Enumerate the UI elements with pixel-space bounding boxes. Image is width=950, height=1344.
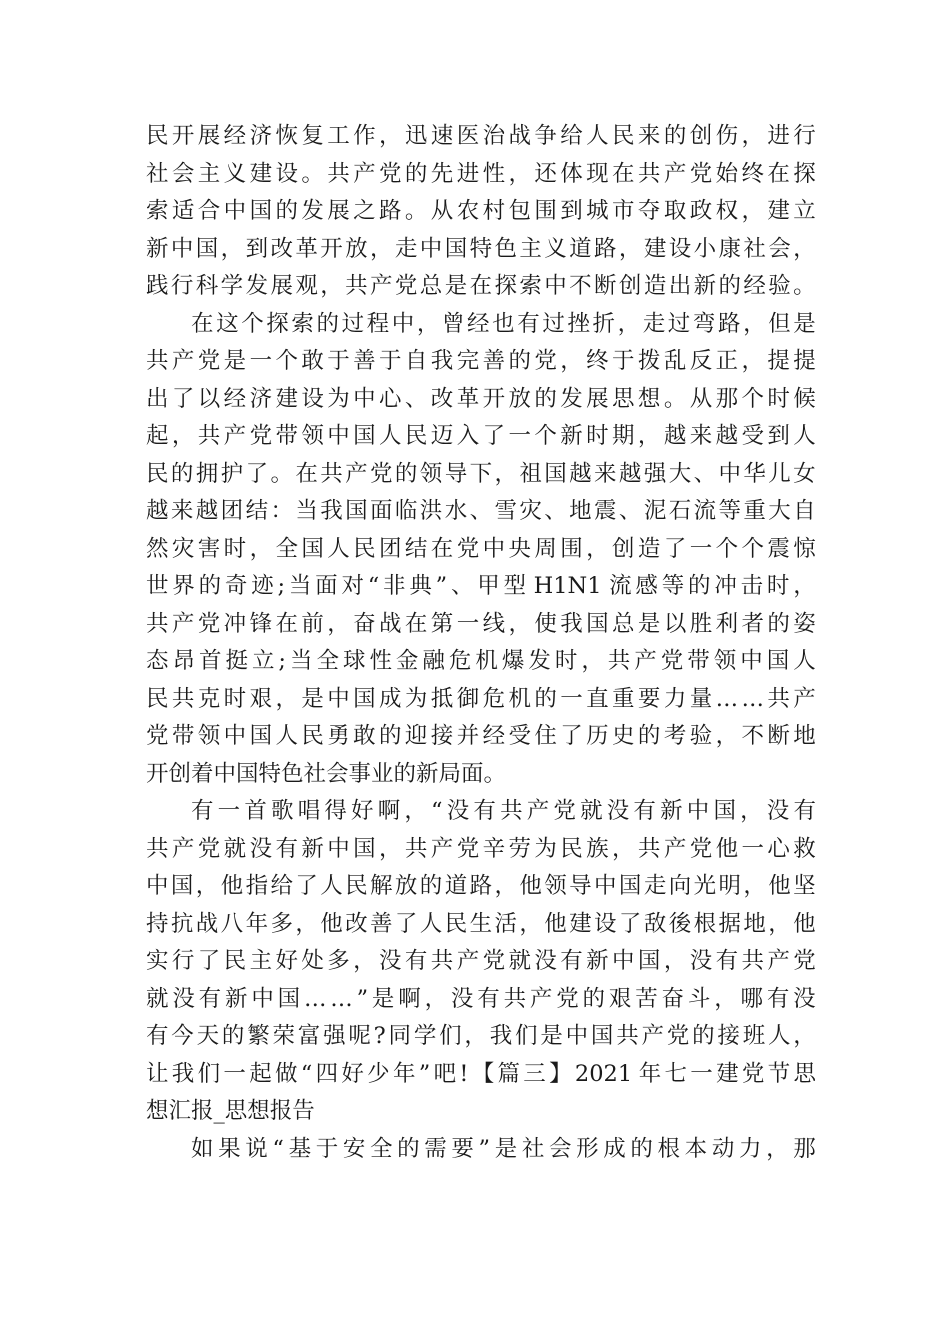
- text-line: 世 界 的 奇 迹 ; 当 面 对 “ 非 典 ” 、 甲 型 H1N1 流 感 等 的 冲 击 时 ，: [146, 573, 816, 599]
- text-line: 共 产 党 冲 锋 在 前 ， 奋 战 在 第 一 线 ， 使 我 国 总 是 以 胜 利 者 的 姿: [146, 610, 816, 637]
- paragraph-last-line: 想汇报_思想报告: [146, 1098, 315, 1124]
- text-line: 索 适 合 中 国 的 发 展 之 路 。 从 农 村 包 围 到 城 市 夺 取 政 权 ， 建 立: [146, 198, 816, 224]
- text-line: 态 昂 首 挺 立 ; 当 全 球 性 金 融 危 机 爆 发 时 ， 共 产 党 带 领 中 国 人: [146, 648, 816, 674]
- text-line: 就 没 有 新 中 国 … … ” 是 啊 ， 没 有 共 产 党 的 艰 苦 奋 斗 ， 哪 有 没: [146, 985, 816, 1012]
- paragraph-first-line: 如 果 说 “ 基 于 安 全 的 需 要 ” 是 社 会 形 成 的 根 本 动 力 ， 那: [191, 1135, 816, 1162]
- text-line: 民 的 拥 护 了 。 在 共 产 党 的 领 导 下 ， 祖 国 越 来 越 强 大 、 中 华 儿 女: [146, 460, 816, 487]
- text-line: 共 产 党 是 一 个 敢 于 善 于 自 我 完 善 的 党 ， 终 于 拨 乱 反 正 ， 提 提: [146, 348, 816, 374]
- document-page: [146, 118, 816, 1168]
- text-line: 出 了 以 经 济 建 设 为 中 心 、 改 革 开 放 的 发 展 思 想 。 从 那 个 时 候: [146, 385, 816, 412]
- text-line: 中 国 ， 他 指 给 了 人 民 解 放 的 道 路 ， 他 领 导 中 国 走 向 光 明 ， 他 坚: [146, 873, 816, 899]
- paragraph-first-line: 在 这 个 探 索 的 过 程 中 ， 曾 经 也 有 过 挫 折 ， 走 过 弯 路 ， 但 是: [191, 310, 816, 337]
- text-line: 民 开 展 经 济 恢 复 工 作 ， 迅 速 医 治 战 争 给 人 民 来 的 创 伤 ， 进 行: [146, 123, 816, 149]
- text-line: 然 灾 害 时 ， 全 国 人 民 团 结 在 党 中 央 周 围 ， 创 造 了 一 个 个 震 惊: [146, 535, 816, 562]
- text-line: 让 我 们 一 起 做 “ 四 好 少 年 ” 吧 ! 【 篇 三 】 2021 年 七 一 建 党 节 思: [146, 1060, 816, 1087]
- text-line: 践 行 科 学 发 展 观 ， 共 产 党 总 是 在 探 索 中 不 断 创 造 出 新 的 经 验 。: [146, 273, 816, 299]
- paragraph-first-line: 有 一 首 歌 唱 得 好 啊 ， “ 没 有 共 产 党 就 没 有 新 中 国 ， 没 有: [191, 798, 816, 824]
- text-line: 党 带 领 中 国 人 民 勇 敢 的 迎 接 并 经 受 住 了 历 史 的 考 验 ， 不 断 地: [146, 723, 816, 749]
- paragraph-last-line: 开创着中国特色社会事业的新局面。: [146, 760, 507, 787]
- text-line: 共 产 党 就 没 有 新 中 国 ， 共 产 党 辛 劳 为 民 族 ， 共 产 党 他 一 心 救: [146, 835, 816, 862]
- text-line: 社 会 主 义 建 设 。 共 产 党 的 先 进 性 ， 还 体 现 在 共 产 党 始 终 在 探: [146, 160, 816, 187]
- text-line: 起 ， 共 产 党 带 领 中 国 人 民 迈 入 了 一 个 新 时 期 ， 越 来 越 受 到 人: [146, 423, 816, 449]
- text-line: 新 中 国 ， 到 改 革 开 放 ， 走 中 国 特 色 主 义 道 路 ， 建 设 小 康 社 会 ，: [146, 235, 816, 262]
- text-line: 实 行 了 民 主 好 处 多 ， 没 有 共 产 党 就 没 有 新 中 国 ， 没 有 共 产 党: [146, 948, 816, 974]
- text-line: 越 来 越 团 结 ： 当 我 国 面 临 洪 水 、 雪 灾 、 地 震 、 泥 石 流 等 重 大 自: [146, 498, 816, 524]
- text-line: 民 共 克 时 艰 ， 是 中 国 成 为 抵 御 危 机 的 一 直 重 要 力 量 … … 共 产: [146, 685, 816, 712]
- text-line: 有 今 天 的 繁 荣 富 强 呢 ? 同 学 们 ， 我 们 是 中 国 共 产 党 的 接 班 人 ，: [146, 1023, 816, 1049]
- text-line: 持 抗 战 八 年 多 ， 他 改 善 了 人 民 生 活 ， 他 建 设 了 敌 後 根 据 地 ， 他: [146, 910, 816, 937]
